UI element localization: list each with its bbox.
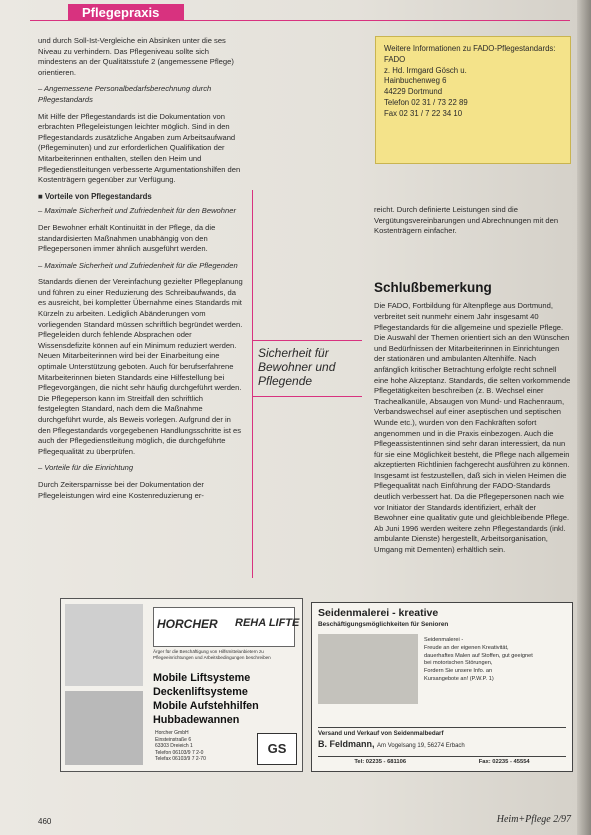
phone: Tel: 02235 - 681106 <box>354 759 407 765</box>
product-list <box>153 671 298 727</box>
address-line: 63303 Dreieich 1 <box>155 743 193 750</box>
subheading: – Vorteile für die Einrichtung <box>38 463 134 473</box>
company-address: Am Vogelsang 19, 56274 Erbach <box>377 743 465 749</box>
advertisement-seidenmalerei <box>311 602 573 772</box>
section-heading: ■ Vorteile von Pflegestandards <box>38 191 152 201</box>
header-rule <box>30 20 570 21</box>
ad-contact <box>318 756 566 765</box>
section-tab: Pflegepraxis <box>68 4 184 21</box>
info-line: FADO <box>384 54 406 64</box>
info-line: Hainbuchenweg 6 <box>384 76 447 86</box>
company-name: B. Feldmann, <box>318 739 375 749</box>
page-number: 460 <box>38 817 52 826</box>
left-column <box>38 36 243 507</box>
right-column <box>374 205 572 562</box>
ad-bar: Versand und Verkauf von Seidenmalbedarf <box>318 727 566 737</box>
paragraph: Standards dienen der Vereinfachung gezielter Pflegeplanung und führen zu einer Reduzierung des Schreibaufwands, da es ausreicht, bei kompletter Übernahme eines Standards mit Kürzeln zu arbeiten. Lediglich Abänderungen vom vorliegenden Standard müssen schriftlich begründet werden. Pflegeleiden durch fehlende Absprachen oder Wissensdefizite können auf ein Minimum reduziert werden. Neuen Mitarbeiterinnen wird bei der Einarbeitung eine optimale Unterstützung geboten. Auch für berufserfahrene Mitarbeiterinnen bieten Standards eine Hilfestellung bei Pflegevorgängen, die nicht sehr häufig durchgeführt werden. Die Pflegeperson kann im Streitfall den schriftlich festgelegten Standard, nach dem die Maßnahme durchgeführt wurde, als Beweis vorlegen. Aufgrund der in den Pflegestandards vorgegebenen Handlungsschritte ist es auch der Pflegedienstleitung möglich, die durchgeführte Pflegequalität zu überprüfen. <box>38 277 243 456</box>
info-line: z. Hd. Irmgard Gösch u. <box>384 65 467 75</box>
brand-name: HORCHER <box>157 617 218 631</box>
ad-address <box>155 730 255 763</box>
paragraph: Die FADO, Fortbildung für Altenpflege aus Dortmund, verbreitet seit nunmehr einem Jahr insgesamt 40 Pflegestandards für die allgemeine und spezielle Pflege. Die Auswahl der Themen orientiert sich an den Wünschen und Bedürfnissen der Mitarbeiterinnen in Einrichtungen der stationären und ambulanten Altenhilfe. Nach anfänglich kritischer Betrachtung erfolgte recht schnell eine hohe Akzeptanz. Standards, die selten vorkommende Pflegetätigkeiten beschreiben (z. B. Wechsel einer Trachealkanüle, Absaugen von Mund- und Rachenraum, Verbandswechsel auf einer aseptischen und septischen Wunde etc.), wurden von den Fachkräften sofort angenommen und in die Praxis einbezogen. Auch die Pflegeassistentinnen sind sehr daran interessiert, da nun für sie eine Möglichkeit besteht, die Pflege nach allgemein akzeptierten Richtlinien fachgerecht ausführen zu können. Insgesamt ist festzustellen, daß sich in vielen Heimen die Pflegequalität nach Einführung der FADO-Standards deutlich verbessert hat. Da die Pflegepersonen nach wie vor Initiator der Standards identifiziert, erhält der Bewohner eine qualitativ gute und gleichbleibende Pflege. Ab Juni 1996 werden weitere zehn Pflegestandards (inkl. ambulante Dienste) hergestellt, Arbeitsorganisation, Umgang mit Dementen) erhältlich sein. <box>374 301 571 555</box>
ad-text: Fordern Sie unsere Info. an <box>424 668 493 675</box>
product-item: Mobile Aufstehhilfen <box>153 700 259 712</box>
address-line: Telefon 06103/9 7 2-0 <box>155 749 204 756</box>
fax: Fax: 02235 - 45554 <box>478 759 530 765</box>
product-item: Deckenliftsysteme <box>153 686 248 698</box>
advertisement-horcher <box>60 598 303 772</box>
ad-text: bei motorischen Störungen, <box>424 660 493 667</box>
paragraph: und durch Soll-Ist-Vergleiche ein Absinken unter die ses Niveau zu verhindern. Das Pflegeniveau sollte sich mindestens an der Qualitätsstufe 2 (angemessene Pflege) orientieren. <box>38 36 234 77</box>
info-box <box>375 36 571 164</box>
product-item: Hubbadewannen <box>153 714 240 726</box>
paragraph: Durch Zeitersparnisse bei der Dokumentation der Pflegeleistungen wird eine Kostenreduzierung er- <box>38 479 204 500</box>
product-item: Mobile Liftsysteme <box>153 672 251 684</box>
magazine-name: Heim+Pflege 2/97 <box>496 814 571 825</box>
ad-photo <box>65 604 143 686</box>
ad-photo <box>65 691 143 765</box>
subheading: – Maximale Sicherheit und Zufriedenheit für den Bewohner <box>38 206 236 216</box>
ad-photo <box>318 634 418 704</box>
ad-company <box>318 739 465 749</box>
ad-text: Kursangebote an! (P.W.P. 1) <box>424 675 494 682</box>
subheading: – Angemessene Personalbedarfsberechnung durch Pflegestandards <box>38 84 212 104</box>
ad-title: Seidenmalerei - kreative <box>318 607 439 619</box>
paragraph: Mit Hilfe der Pflegestandards ist die Dokumentation von erbrachten Pflegeleistungen leichter möglich. Sind in den Pflegestandards zusätzliche Angaben zum Arbeitsaufwand (Pflegeminuten) und zur erforderlichen Qualifikation der Mitarbeiterinnen enthalten, stellen den Heim und Pflegedienstleitungen verbesserte Argumentationshilfen den Kostenträgern gegenüber zur Verfügung. <box>38 111 241 185</box>
page-spine <box>577 0 591 835</box>
info-line: 44229 Dortmund <box>384 87 443 97</box>
brand-name-secondary: REHA LIFTE <box>235 617 300 629</box>
pullquote-rule-bottom <box>252 396 362 397</box>
ad-text: Freude an der eigenen Kreativität, <box>424 644 509 651</box>
ad-text: Seidenmalerei - <box>424 637 464 643</box>
pullquote: Sicherheit für Bewohner und Pflegende <box>258 346 336 388</box>
ad-text: dauerhaftes Malen auf Stoffen, gut geeignet <box>424 652 533 659</box>
address-line: Horcher GmbH <box>155 730 189 736</box>
gs-seal: GS <box>257 733 297 765</box>
pullquote-rule-top <box>252 340 362 341</box>
ad-subtitle: Beschäftigungsmöglichkeiten für Senioren <box>318 621 449 628</box>
ad-text-box <box>424 637 566 684</box>
section-heading: Schlußbemerkung <box>374 279 492 295</box>
info-line: Fax 02 31 / 7 22 34 10 <box>384 108 463 118</box>
address-line: Telefax 06103/9 7 2-70 <box>155 756 206 763</box>
info-line: Telefon 02 31 / 73 22 89 <box>384 97 468 107</box>
address-line: Einsteinstraße 6 <box>155 736 192 743</box>
subheading: – Maximale Sicherheit und Zufriedenheit für die Pflegenden <box>38 260 238 270</box>
paragraph: reicht. Durch definierte Leistungen sind die Vergütungsvereinbarungen und Abrechnungen mit den Kostenträgern einfacher. <box>374 205 559 236</box>
column-divider <box>252 190 253 578</box>
ad-small-text: Ärger für die Beschäftigung von Hilfsmittelanbietern zu Pflegeeinrichtungen und Arbeitsbedingungen beschreiben <box>153 649 271 660</box>
paragraph: Der Bewohner erhält Kontinuität in der Pflege, da die standardisierten Maßnahmen unabhängig von den Pflegepersonen immer ähnlich ausgeführt werden. <box>38 222 216 254</box>
info-line: Weitere Informationen zu FADO-Pflegestandards: <box>384 44 556 53</box>
